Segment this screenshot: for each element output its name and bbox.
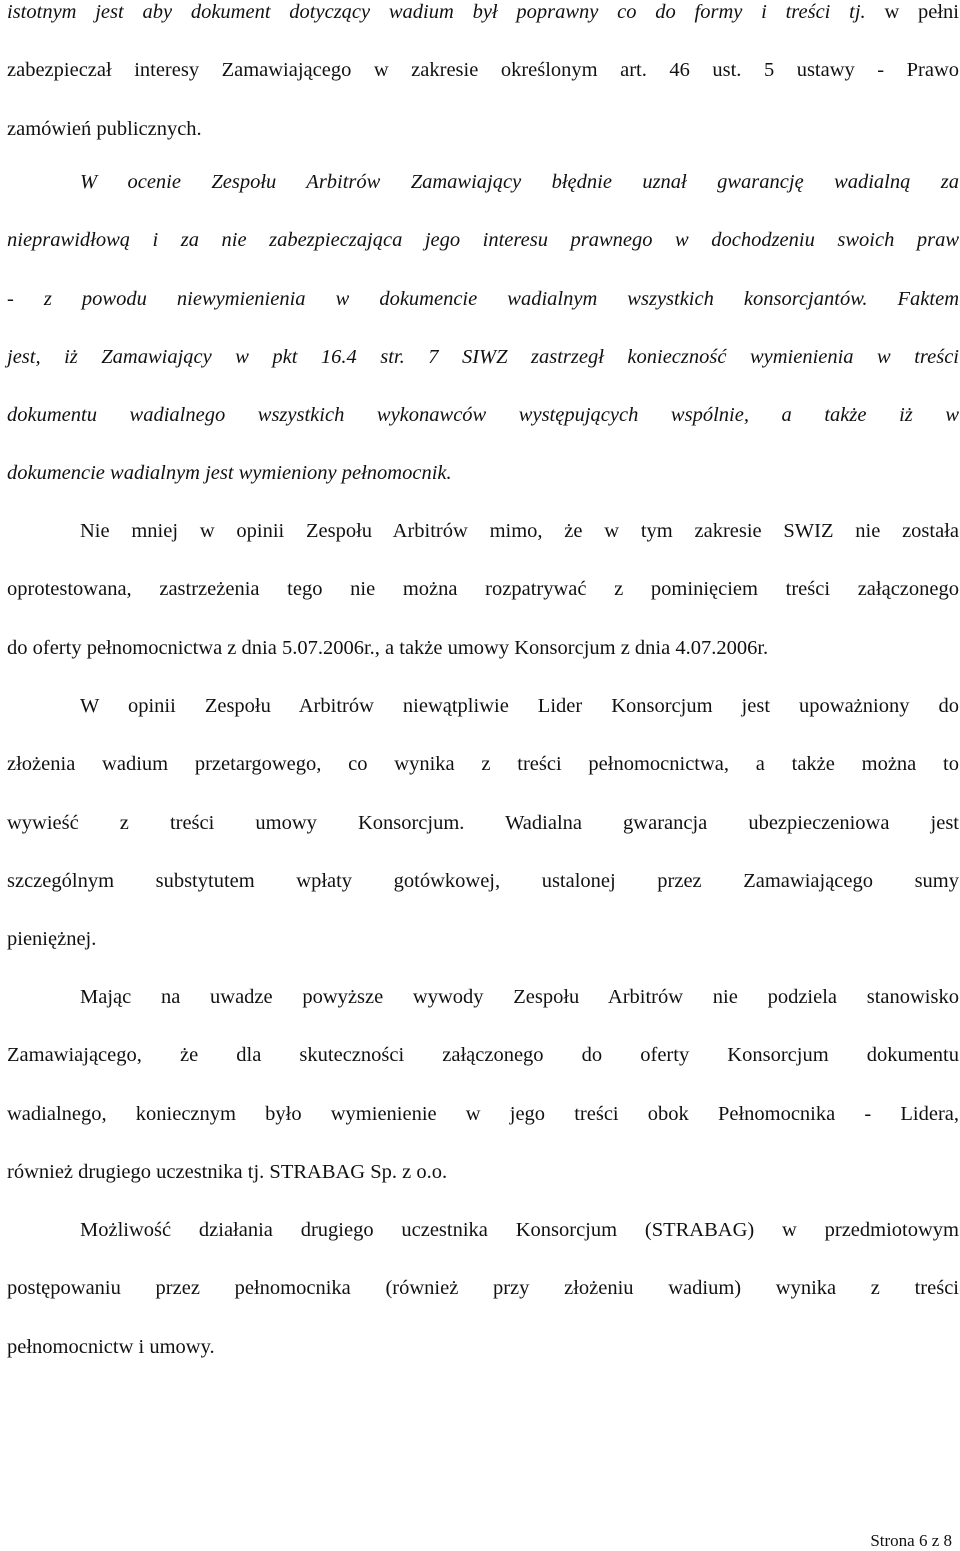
text-run: dokumencie wadialnym jest wymieniony pełnomocnik. bbox=[7, 462, 452, 485]
text-run: wadialnego, koniecznym było wymienienie w jego treści obok Pełnomocnika - Lidera, bbox=[7, 1102, 959, 1125]
paragraph-3 bbox=[7, 519, 959, 694]
text-line bbox=[7, 461, 959, 519]
text-line bbox=[7, 869, 959, 927]
text-run: dokumentu wadialnego wszystkich wykonawców występujących wspólnie, a także iż w bbox=[7, 404, 959, 427]
text-run: również drugiego uczestnika tj. STRABAG Sp. z o.o. bbox=[7, 1160, 448, 1183]
paragraph-1 bbox=[7, 0, 959, 175]
text-line bbox=[7, 0, 959, 58]
text-run: zamówień publicznych. bbox=[7, 117, 202, 140]
text-line bbox=[7, 58, 959, 116]
text-run: Mając na uwadze powyższe wywody Zespołu Arbitrów nie podziela stanowisko bbox=[80, 986, 959, 1008]
text-line bbox=[7, 1335, 959, 1393]
text-run: w pełni bbox=[865, 1, 959, 23]
text-run: nieprawidłową i za nie zabezpieczająca jego interesu prawnego w dochodzeniu swoich praw bbox=[7, 229, 959, 252]
text-run: W ocenie Zespołu Arbitrów Zamawiający błędnie uznał gwarancję wadialną za bbox=[80, 171, 959, 193]
text-line bbox=[7, 1043, 959, 1101]
text-run: pełnomocnictw i umowy. bbox=[7, 1335, 215, 1358]
text-line bbox=[7, 519, 959, 577]
text-run: pieniężnej. bbox=[7, 928, 97, 951]
text-line bbox=[7, 228, 959, 286]
paragraph-6 bbox=[7, 1218, 959, 1393]
text-line bbox=[7, 345, 959, 403]
page-number: Strona 6 z 8 bbox=[870, 1531, 952, 1550]
text-run: wywieść z treści umowy Konsorcjum. Wadialna gwarancja ubezpieczeniowa jest bbox=[7, 811, 959, 834]
text-line bbox=[7, 577, 959, 635]
paragraph-5 bbox=[7, 985, 959, 1218]
text-line bbox=[7, 1102, 959, 1160]
text-run: złożenia wadium przetargowego, co wynika z treści pełnomocnictwa, a także można to bbox=[7, 753, 959, 776]
paragraph-2 bbox=[7, 170, 959, 520]
text-run: postępowaniu przez pełnomocnika (również przy złożeniu wadium) wynika z treści bbox=[7, 1277, 959, 1300]
text-line bbox=[7, 403, 959, 461]
text-run: do oferty pełnomocnictwa z dnia 5.07.2006r., a także umowy Konsorcjum z dnia 4.07.2006r. bbox=[7, 636, 769, 659]
text-line bbox=[7, 1160, 959, 1218]
text-run: istotnym jest aby dokument dotyczący wadium był poprawny co do formy i treści tj. bbox=[7, 1, 866, 23]
text-run: zabezpieczał interesy Zamawiającego w zakresie określonym art. 46 ust. 5 ustawy - Prawo bbox=[7, 59, 959, 82]
text-line bbox=[7, 694, 959, 752]
text-run: Zamawiającego, że dla skuteczności załączonego do oferty Konsorcjum dokumentu bbox=[7, 1044, 959, 1067]
text-line bbox=[7, 636, 959, 694]
text-line bbox=[7, 1276, 959, 1334]
text-line bbox=[7, 985, 959, 1043]
text-line bbox=[7, 287, 959, 345]
paragraph-4 bbox=[7, 694, 959, 985]
text-line bbox=[7, 170, 959, 228]
text-line bbox=[7, 752, 959, 810]
text-line bbox=[7, 1218, 959, 1276]
text-run: Możliwość działania drugiego uczestnika Konsorcjum (STRABAG) w przedmiotowym bbox=[80, 1219, 959, 1241]
text-line bbox=[7, 811, 959, 869]
text-run: Nie mniej w opinii Zespołu Arbitrów mimo, że w tym zakresie SWIZ nie została bbox=[80, 520, 959, 542]
text-run: W opinii Zespołu Arbitrów niewątpliwie Lider Konsorcjum jest upoważniony do bbox=[80, 695, 959, 717]
text-line bbox=[7, 117, 959, 175]
text-line bbox=[7, 927, 959, 985]
text-run: szczególnym substytutem wpłaty gotówkowej, ustalonej przez Zamawiającego sumy bbox=[7, 869, 959, 892]
text-run: jest, iż Zamawiający w pkt 16.4 str. 7 SIWZ zastrzegł konieczność wymienienia w treści bbox=[7, 345, 959, 368]
text-run: oprotestowana, zastrzeżenia tego nie można rozpatrywać z pominięciem treści załączonego bbox=[7, 578, 959, 601]
text-run: - z powodu niewymienienia w dokumencie wadialnym wszystkich konsorcjantów. Faktem bbox=[7, 287, 959, 310]
